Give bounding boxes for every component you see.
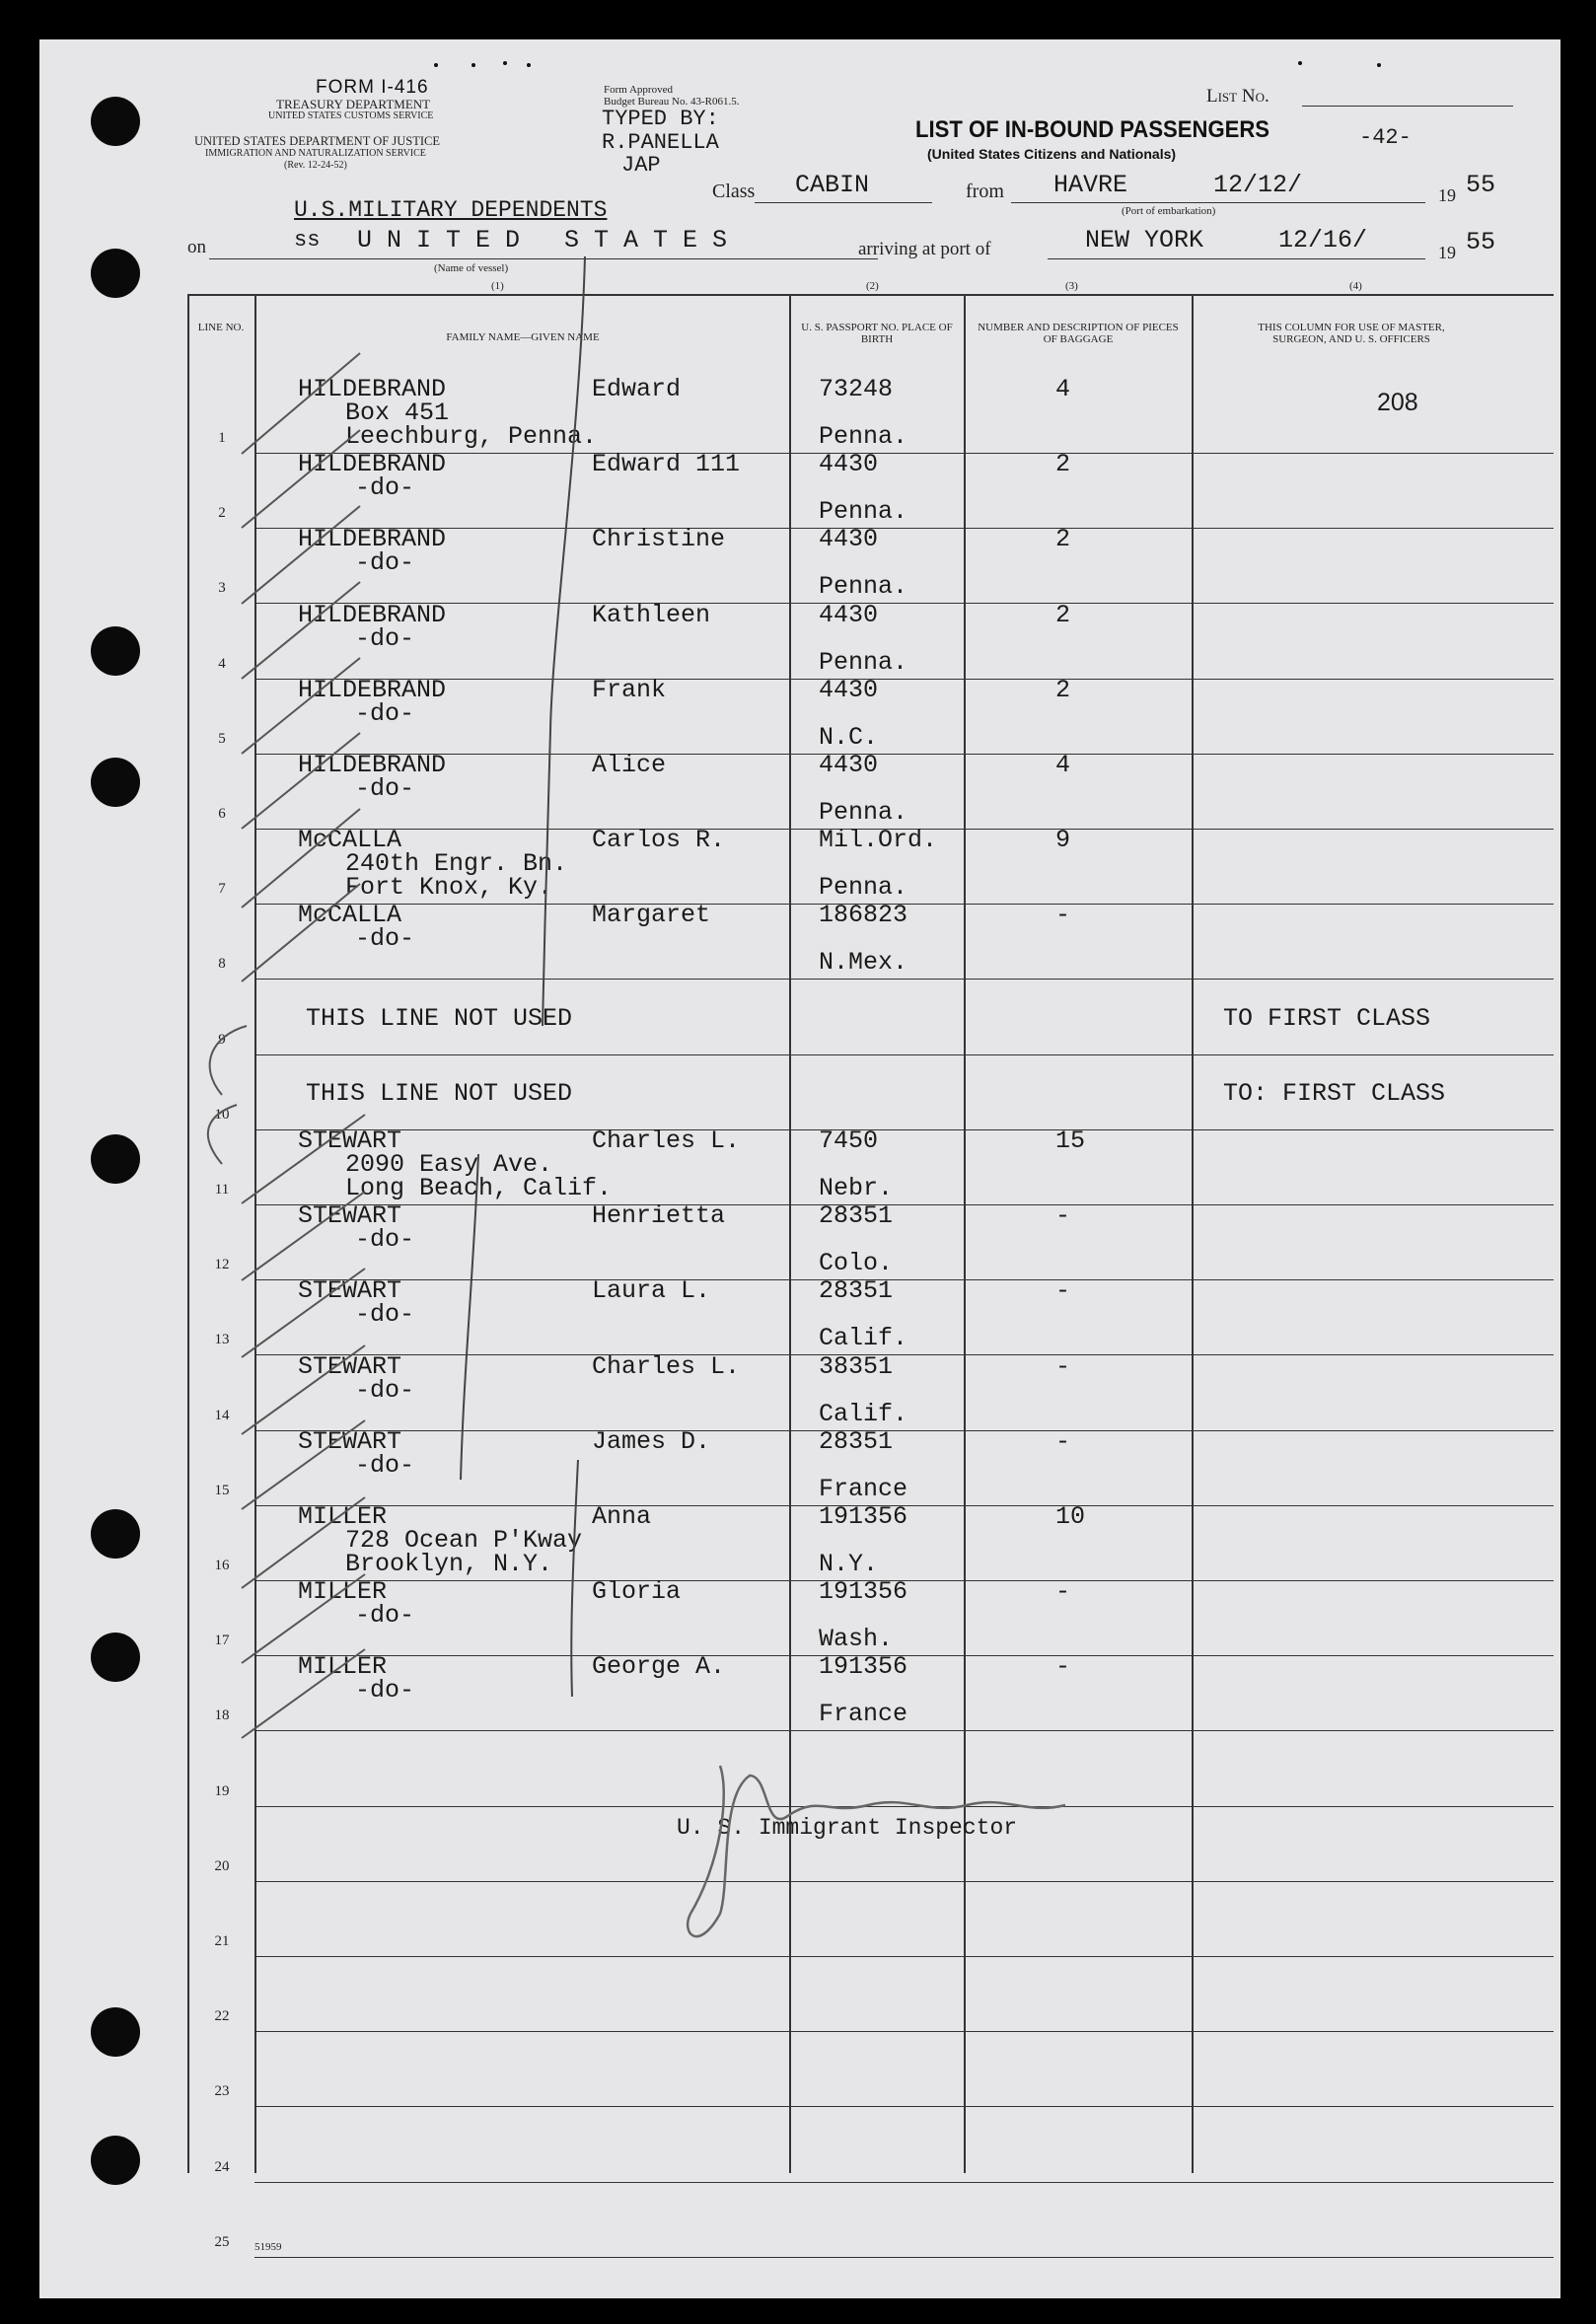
column-header-officers: THIS COLUMN FOR USE OF MASTER, SURGEON, AND U. S. OFFICERS (1258, 322, 1445, 345)
line-number: 21 (214, 1933, 230, 1949)
address-line-1: -do- (355, 1300, 415, 1330)
officer-note: 208 (1377, 389, 1418, 416)
place-of-birth: Colo. (819, 1249, 894, 1278)
row-rule (254, 1881, 1554, 1882)
binder-hole (91, 2136, 140, 2185)
column-divider (964, 294, 966, 2173)
line-number: 10 (214, 1106, 230, 1123)
line-number: 16 (214, 1558, 230, 1573)
place-of-birth: Wash. (819, 1625, 894, 1654)
ink-dot (472, 63, 475, 67)
row-rule (254, 2106, 1554, 2107)
column-number: (4) (1349, 280, 1362, 292)
line-number: 12 (214, 1257, 230, 1273)
family-name: STEWART (298, 1351, 402, 1381)
passport-number: 191356 (819, 1652, 908, 1682)
line-number: 22 (214, 2008, 230, 2025)
address-line-2: Long Beach, Calif. (345, 1174, 613, 1202)
form-dept-immigration: IMMIGRATION AND NATURALIZATION SERVICE (205, 148, 426, 159)
column-number: (1) (491, 280, 504, 292)
line-number: 6 (218, 806, 226, 822)
binder-hole (91, 249, 140, 298)
binder-hole (91, 1633, 140, 1682)
vessel-underline (209, 258, 878, 259)
handwritten-marks (39, 39, 1560, 2298)
class-underline (755, 202, 932, 203)
row-rule (254, 1354, 1554, 1355)
given-name: Kathleen (592, 600, 711, 629)
given-name: Henrietta (592, 1201, 726, 1231)
address-line-2: Fort Knox, Ky. (345, 873, 553, 903)
baggage-count: 15 (1055, 1126, 1086, 1155)
address-line-1: -do- (355, 1225, 415, 1255)
place-of-birth: Penna. (819, 798, 908, 827)
family-name: THIS LINE NOT USED (306, 1078, 573, 1108)
baggage-count: 9 (1055, 826, 1071, 855)
class-label: Class (712, 181, 756, 202)
row-rule (254, 2031, 1554, 2032)
binder-hole (91, 1134, 140, 1184)
budget-bureau-number: Budget Bureau No. 43-R061.5. (604, 96, 740, 108)
baggage-count: - (1055, 1276, 1071, 1306)
list-no-underline (1302, 106, 1513, 107)
family-name: MILLER (298, 1577, 388, 1607)
family-name: HILDEBRAND (298, 525, 447, 554)
arriving-label: arriving at port of (858, 239, 991, 259)
list-number: -42- (1359, 125, 1412, 150)
row-rule (254, 1806, 1554, 1807)
row-rule (254, 979, 1554, 980)
column-divider (789, 294, 791, 2173)
document-page (39, 39, 1560, 2298)
column-divider (1192, 294, 1194, 2173)
baggage-count: 2 (1055, 675, 1071, 704)
place-of-birth: France (819, 1700, 908, 1729)
passport-number: 38351 (819, 1351, 894, 1381)
form-dept-justice: UNITED STATES DEPARTMENT OF JUSTICE (194, 134, 440, 148)
place-of-birth: France (819, 1474, 908, 1503)
ink-dot (527, 63, 531, 67)
place-of-birth: Penna. (819, 647, 908, 677)
binder-hole (91, 626, 140, 676)
row-rule (254, 1129, 1554, 1130)
column-number: (2) (866, 280, 879, 292)
form-dept-customs: UNITED STATES CUSTOMS SERVICE (268, 110, 434, 121)
passport-number: 191356 (819, 1577, 908, 1607)
arrival-port: NEW YORK (1085, 226, 1204, 254)
row-rule (254, 2182, 1554, 2183)
given-name: Margaret (592, 901, 711, 930)
line-number: 3 (218, 580, 226, 597)
on-label: on (187, 237, 206, 257)
passport-number: 4430 (819, 600, 879, 629)
row-rule (254, 679, 1554, 680)
place-of-birth: N.Y. (819, 1550, 879, 1578)
line-number: 17 (214, 1633, 230, 1649)
address-line-2: Brooklyn, N.Y. (345, 1550, 553, 1578)
page-title: LIST OF IN-BOUND PASSENGERS (915, 116, 1270, 143)
row-rule (254, 1730, 1554, 1731)
column-divider (254, 294, 256, 2173)
binder-hole (91, 97, 140, 146)
group-title: U.S.MILITARY DEPENDENTS (294, 197, 608, 223)
given-name: James D. (592, 1426, 711, 1456)
embarkation-caption: (Port of embarkation) (1122, 205, 1216, 217)
place-of-birth: N.Mex. (819, 948, 908, 978)
row-rule (254, 754, 1554, 755)
row-rule (254, 1430, 1554, 1431)
given-name: Charles L. (592, 1126, 741, 1155)
passport-number: 28351 (819, 1276, 894, 1306)
row-rule (254, 2257, 1554, 2258)
row-rule (254, 1204, 1554, 1205)
address-line-1: -do- (355, 774, 415, 803)
arrival-year-from: 55 (1466, 171, 1496, 199)
inspector-title: U. S. Immigrant Inspector (677, 1815, 1018, 1841)
given-name: Christine (592, 525, 726, 554)
line-number: 24 (214, 2158, 230, 2175)
form-approved: Form Approved (604, 84, 673, 96)
given-name: Charles L. (592, 1351, 741, 1381)
family-name: HILDEBRAND (298, 675, 447, 704)
typed-by-initials: JAP (621, 153, 661, 178)
place-of-birth: Penna. (819, 873, 908, 903)
baggage-count: - (1055, 1577, 1071, 1607)
family-name: McCALLA (298, 901, 402, 930)
table-top-border (187, 294, 1554, 296)
vessel-caption: (Name of vessel) (434, 262, 509, 274)
passport-number: 186823 (819, 901, 908, 930)
line-number: 19 (214, 1782, 230, 1799)
family-name: HILDEBRAND (298, 600, 447, 629)
given-name: Frank (592, 675, 667, 704)
baggage-count: 10 (1055, 1502, 1086, 1531)
baggage-count: - (1055, 1201, 1071, 1231)
line-number: 4 (218, 655, 226, 672)
typed-by-name: R.PANELLA (602, 130, 719, 155)
passport-number: 4430 (819, 525, 879, 554)
arrival-underline (1048, 258, 1425, 259)
place-of-birth: Calif. (819, 1399, 908, 1428)
passport-number: 4430 (819, 751, 879, 779)
passport-number: 4430 (819, 450, 879, 479)
family-name: MILLER (298, 1502, 388, 1531)
address-line-1: 728 Ocean P'Kway (345, 1526, 583, 1555)
row-rule (254, 453, 1554, 454)
form-dept-treasury: TREASURY DEPARTMENT (276, 97, 431, 111)
baggage-count: 2 (1055, 450, 1071, 479)
address-line-1: -do- (355, 1676, 415, 1706)
given-name: Edward 111 (592, 450, 741, 479)
line-number: 15 (214, 1482, 230, 1498)
family-name: STEWART (298, 1276, 402, 1306)
ink-dot (1377, 63, 1381, 67)
family-name: STEWART (298, 1126, 402, 1155)
from-underline (1011, 202, 1425, 203)
place-of-birth: N.C. (819, 722, 879, 752)
place-of-birth: Calif. (819, 1324, 908, 1353)
given-name: Anna (592, 1502, 652, 1531)
passport-number: 4430 (819, 675, 879, 704)
address-line-1: -do- (355, 623, 415, 653)
footer-code: 51959 (254, 2241, 282, 2253)
family-name: HILDEBRAND (298, 375, 447, 403)
list-no-label: List No. (1206, 86, 1270, 107)
column-header-line: LINE NO. (197, 322, 245, 333)
form-number: FORM I-416 (316, 77, 429, 98)
column-number: (3) (1065, 280, 1078, 292)
column-header-baggage: NUMBER AND DESCRIPTION OF PIECES OF BAGGAGE (978, 322, 1179, 345)
baggage-count: - (1055, 1351, 1071, 1381)
given-name: Laura L. (592, 1276, 711, 1306)
line-number: 25 (214, 2233, 230, 2250)
line-number: 9 (218, 1031, 226, 1048)
place-of-birth: Penna. (819, 572, 908, 602)
form-revision: (Rev. 12-24-52) (284, 160, 347, 171)
line-number: 23 (214, 2083, 230, 2100)
family-name: STEWART (298, 1201, 402, 1231)
address-line-1: Box 451 (345, 399, 450, 427)
baggage-count: - (1055, 1426, 1071, 1456)
row-rule (254, 528, 1554, 529)
officer-note: TO FIRST CLASS (1223, 1003, 1431, 1033)
passport-number: 28351 (819, 1426, 894, 1456)
address-line-1: -do- (355, 1601, 415, 1631)
row-rule (254, 1956, 1554, 1957)
class-value: CABIN (795, 171, 870, 199)
ink-dot (434, 63, 438, 67)
address-line-1: -do- (355, 698, 415, 728)
place-of-birth: Penna. (819, 422, 908, 451)
row-rule (254, 1279, 1554, 1280)
vessel-name: U N I T E D S T A T E S (357, 226, 728, 254)
family-name: THIS LINE NOT USED (306, 1003, 573, 1033)
line-number: 11 (214, 1182, 230, 1198)
family-name: McCALLA (298, 826, 402, 855)
address-line-1: -do- (355, 1450, 415, 1480)
family-name: STEWART (298, 1426, 402, 1456)
line-number: 18 (214, 1707, 230, 1724)
column-header-passport: U. S. PASSPORT NO. PLACE OF BIRTH (801, 322, 953, 345)
line-number: 1 (218, 430, 226, 446)
given-name: Edward (592, 375, 682, 403)
baggage-count: - (1055, 901, 1071, 930)
baggage-count: 4 (1055, 375, 1071, 403)
line-number: 8 (218, 956, 226, 973)
arrival-year: 55 (1466, 228, 1496, 256)
line-number: 14 (214, 1407, 230, 1423)
from-label: from (966, 181, 1004, 202)
place-of-birth: Nebr. (819, 1174, 894, 1202)
baggage-count: 2 (1055, 600, 1071, 629)
page-subtitle: (United States Citizens and Nationals) (927, 146, 1177, 162)
line-number: 7 (218, 881, 226, 898)
passport-number: 73248 (819, 375, 894, 403)
address-line-2: Leechburg, Penna. (345, 422, 598, 451)
ink-dot (503, 61, 507, 65)
ink-dot (1298, 61, 1302, 65)
family-name: MILLER (298, 1652, 388, 1682)
year-prefix: 19 (1438, 185, 1456, 205)
binder-hole (91, 758, 140, 807)
given-name: Alice (592, 751, 667, 779)
address-line-1: 240th Engr. Bn. (345, 849, 568, 879)
line-number: 20 (214, 1857, 230, 1874)
from-port: HAVRE (1053, 171, 1128, 199)
passport-number: 191356 (819, 1502, 908, 1531)
from-date: 12/12/ (1213, 171, 1303, 199)
family-name: HILDEBRAND (298, 450, 447, 479)
address-line-1: -do- (355, 473, 415, 503)
binder-hole (91, 2007, 140, 2057)
passport-number: 28351 (819, 1201, 894, 1231)
table-left-border (187, 294, 189, 2173)
family-name: HILDEBRAND (298, 751, 447, 779)
baggage-count: - (1055, 1652, 1071, 1682)
passport-number: 7450 (819, 1126, 879, 1155)
line-number: 2 (218, 505, 226, 522)
baggage-count: 2 (1055, 525, 1071, 554)
column-header-name: FAMILY NAME—GIVEN NAME (446, 331, 600, 343)
given-name: Gloria (592, 1577, 682, 1607)
arrival-date: 12/16/ (1278, 226, 1368, 254)
line-number: 5 (218, 730, 226, 747)
line-number: 13 (214, 1332, 230, 1348)
address-line-1: 2090 Easy Ave. (345, 1150, 553, 1179)
year-prefix: 19 (1438, 243, 1456, 262)
row-rule (254, 1054, 1554, 1055)
typed-by-label: TYPED BY: (602, 107, 719, 131)
baggage-count: 4 (1055, 751, 1071, 779)
passport-number: Mil.Ord. (819, 826, 938, 855)
given-name: Carlos R. (592, 826, 726, 855)
address-line-1: -do- (355, 548, 415, 578)
row-rule (254, 603, 1554, 604)
binder-hole (91, 1509, 140, 1559)
given-name: George A. (592, 1652, 726, 1682)
address-line-1: -do- (355, 924, 415, 954)
place-of-birth: Penna. (819, 497, 908, 527)
ss-label: ss (294, 228, 321, 253)
officer-note: TO: FIRST CLASS (1223, 1078, 1446, 1108)
address-line-1: -do- (355, 1375, 415, 1405)
